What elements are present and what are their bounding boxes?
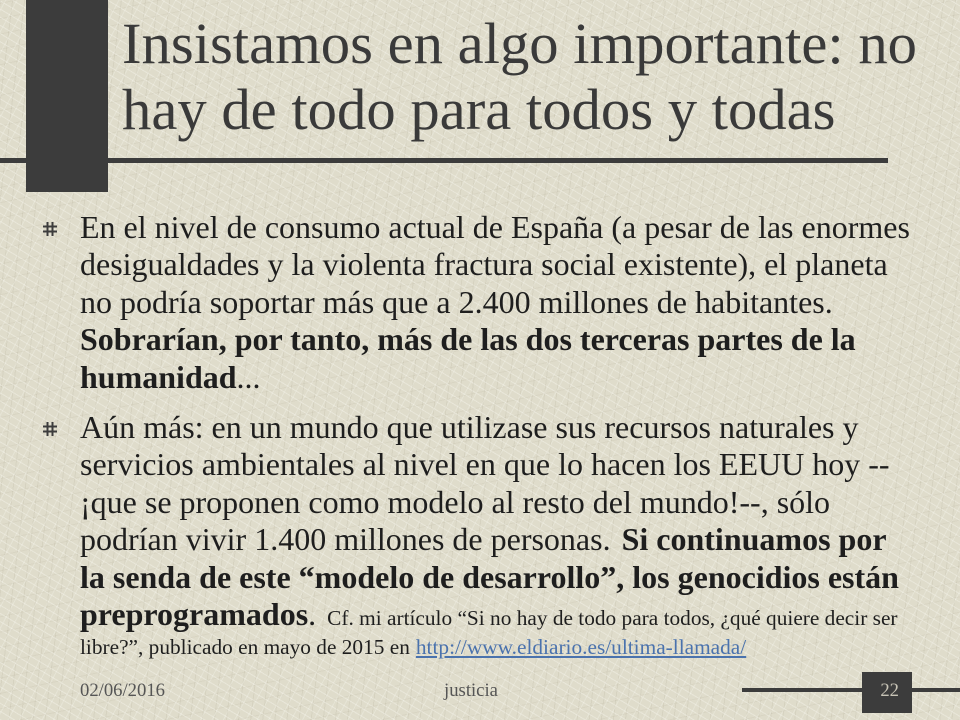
slide-title: Insistamos en algo importante: no hay de todo para todos y todas bbox=[122, 11, 917, 142]
bullet-item bbox=[80, 409, 940, 661]
title-divider bbox=[0, 158, 888, 163]
body-text: En el nivel de consumo actual de España (a pesar de las enormes bbox=[80, 209, 910, 245]
body-text: Aún más: en un mundo que utilizase sus recursos naturales y bbox=[80, 408, 859, 445]
text-line bbox=[80, 359, 940, 396]
text-line bbox=[80, 321, 940, 358]
hash-bullet-icon bbox=[43, 422, 57, 436]
text-line bbox=[80, 484, 940, 521]
text-line bbox=[80, 596, 940, 633]
hash-bullet-icon bbox=[43, 222, 57, 236]
text-line bbox=[80, 446, 940, 483]
citation-text: Cf. mi artículo “Si no hay de todo para todos, ¿qué quiere decir ser bbox=[327, 605, 898, 630]
footer-title: justicia bbox=[444, 680, 498, 701]
bold-text: humanidad bbox=[80, 358, 237, 395]
text-line bbox=[80, 559, 940, 596]
bullet-list bbox=[80, 209, 940, 661]
body-text: no podría soportar más que a 2.400 millones de habitantes. bbox=[80, 283, 833, 320]
body-text: ¡que se proponen como modelo al resto del mundo!--, sólo bbox=[80, 483, 831, 520]
citation-text: libre?”, publicado en mayo de 2015 en bbox=[80, 635, 410, 660]
bold-text: Sobrarían, por tanto, más de las dos terceras partes de la bbox=[80, 321, 856, 358]
text-line bbox=[80, 409, 940, 446]
body-text: desigualdades y la violenta fractura social existente), el planeta bbox=[80, 246, 888, 283]
slide-number-box bbox=[862, 672, 912, 713]
body-text: ... bbox=[236, 358, 261, 395]
bullet-item bbox=[80, 209, 940, 396]
body-text: servicios ambientales al nivel en que lo hacen los EEUU hoy -- bbox=[80, 446, 890, 483]
slide-number: 22 bbox=[880, 680, 899, 701]
bold-text: preprogramados bbox=[80, 595, 309, 632]
text-line bbox=[80, 209, 940, 246]
bold-text: Si continuamos por bbox=[621, 521, 887, 558]
text-line bbox=[80, 633, 940, 661]
footer-date: 02/06/2016 bbox=[80, 680, 165, 701]
footer-divider bbox=[742, 688, 960, 692]
text-line bbox=[80, 246, 940, 283]
body-text: podrían vivir 1.400 millones de personas. bbox=[80, 521, 611, 558]
text-line bbox=[80, 521, 940, 558]
title-accent-bar bbox=[26, 0, 108, 192]
body-text: . bbox=[308, 595, 317, 632]
text-line bbox=[80, 284, 940, 321]
bold-text: la senda de este “modelo de desarrollo”, los genocidios están bbox=[80, 558, 899, 595]
source-link[interactable]: http://www.eldiario.es/ultima-llamada/ bbox=[415, 635, 747, 660]
